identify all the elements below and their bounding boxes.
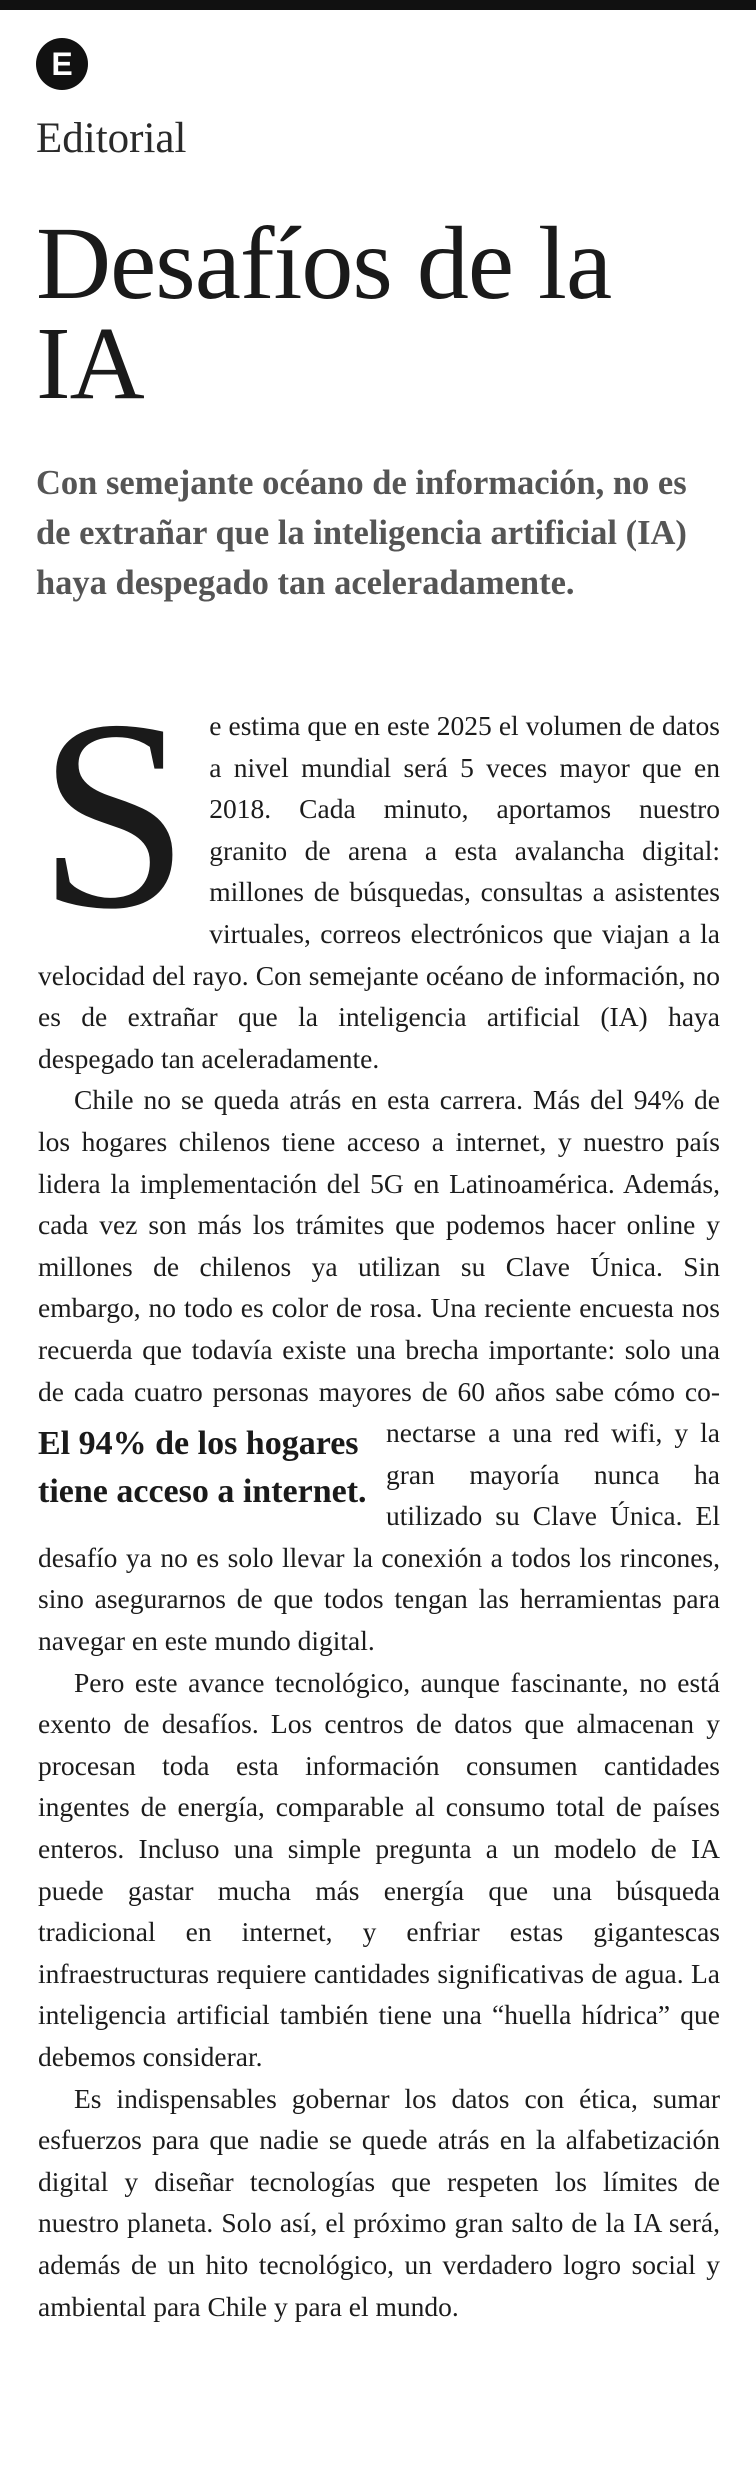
top-rule: [0, 0, 756, 10]
section-label: Editorial: [36, 115, 187, 162]
pull-quote: El 94% de los hogares tiene acceso a internet.: [38, 1425, 367, 1511]
paragraph-3: Pero este avance tecnológico, aunque fascinante, no está exento de desafíos. Los centros de datos que almacenan y procesan toda esta información consumen cantidades ingentes de energía, comparable al consumo total de países enteros. Incluso una simple pregunta a un modelo de IA puede gastar mucha más energía que una búsqueda tradicional en internet, y enfriar estas gigantescas infraestructuras requiere cantidades significativas de agua. La inteligencia artificial también tiene una “huella hídrica” que debemos considerar.: [38, 1666, 720, 2072]
paragraph-2-text-a: Chile no se queda atrás en esta carrera. Más del 94% de los hogares chilenos tiene acceso a internet, y nuestro país lidera la implementación del 5G en Latinoamérica. Además, cada vez son más los trámites que podemos hacer online y millones de chilenos ya utilizan su Clave Única. Sin embargo, no todo es color de rosa. Una reciente encuesta nos recuerda que todavía existe una brecha importante: solo una de cada cuatro personas mayores de 60 años sabe cómo co-: [38, 1084, 720, 1407]
paragraph-2-text-b: nectarse a una red wifi, y la gran mayoría nunca ha utilizado su Clave Única. El desafío ya no es solo llevar la conexión a todos los rincones, sino asegurarnos de que todos tengan las herramientas para navegar en este mundo digital.: [38, 1417, 720, 1657]
headline: Desafíos de la IA: [36, 206, 612, 421]
article-body: [38, 664, 720, 2327]
paragraph-1: [38, 664, 720, 1079]
deck: Con semejante océano de información, no es de extrañar que la inteligencia artificial (IA) haya despegado tan aceleradamente.: [36, 464, 687, 602]
paragraph-1-text: e estima que en este 2025 el volumen de datos a nivel mundial será 5 veces mayor que en 2018. Cada minuto, aportamos nuestro granito de arena a esta avalancha digital: millones de búsquedas, consultas a asistentes virtuales, correos electrónicos que viajan a la velocidad del rayo. Con semejante océano de información, no es de extrañar que la inteligencia artificial (IA) haya despegado tan aceleradamente.: [38, 710, 720, 1074]
drop-cap: S: [38, 664, 190, 965]
paragraph-4: Es indispensables gobernar los datos con ética, sumar esfuerzos para que nadie se quede atrás en la alfabetización digital y diseñar tecnologías que respeten los límites de nuestro planeta. Solo así, el próximo gran salto de la IA será, además de un hito tecnológico, un verdadero logro social y ambiental para Chile y para el mundo.: [38, 2082, 720, 2322]
section-badge: E: [36, 38, 88, 90]
paragraph-2: [38, 1079, 720, 1661]
